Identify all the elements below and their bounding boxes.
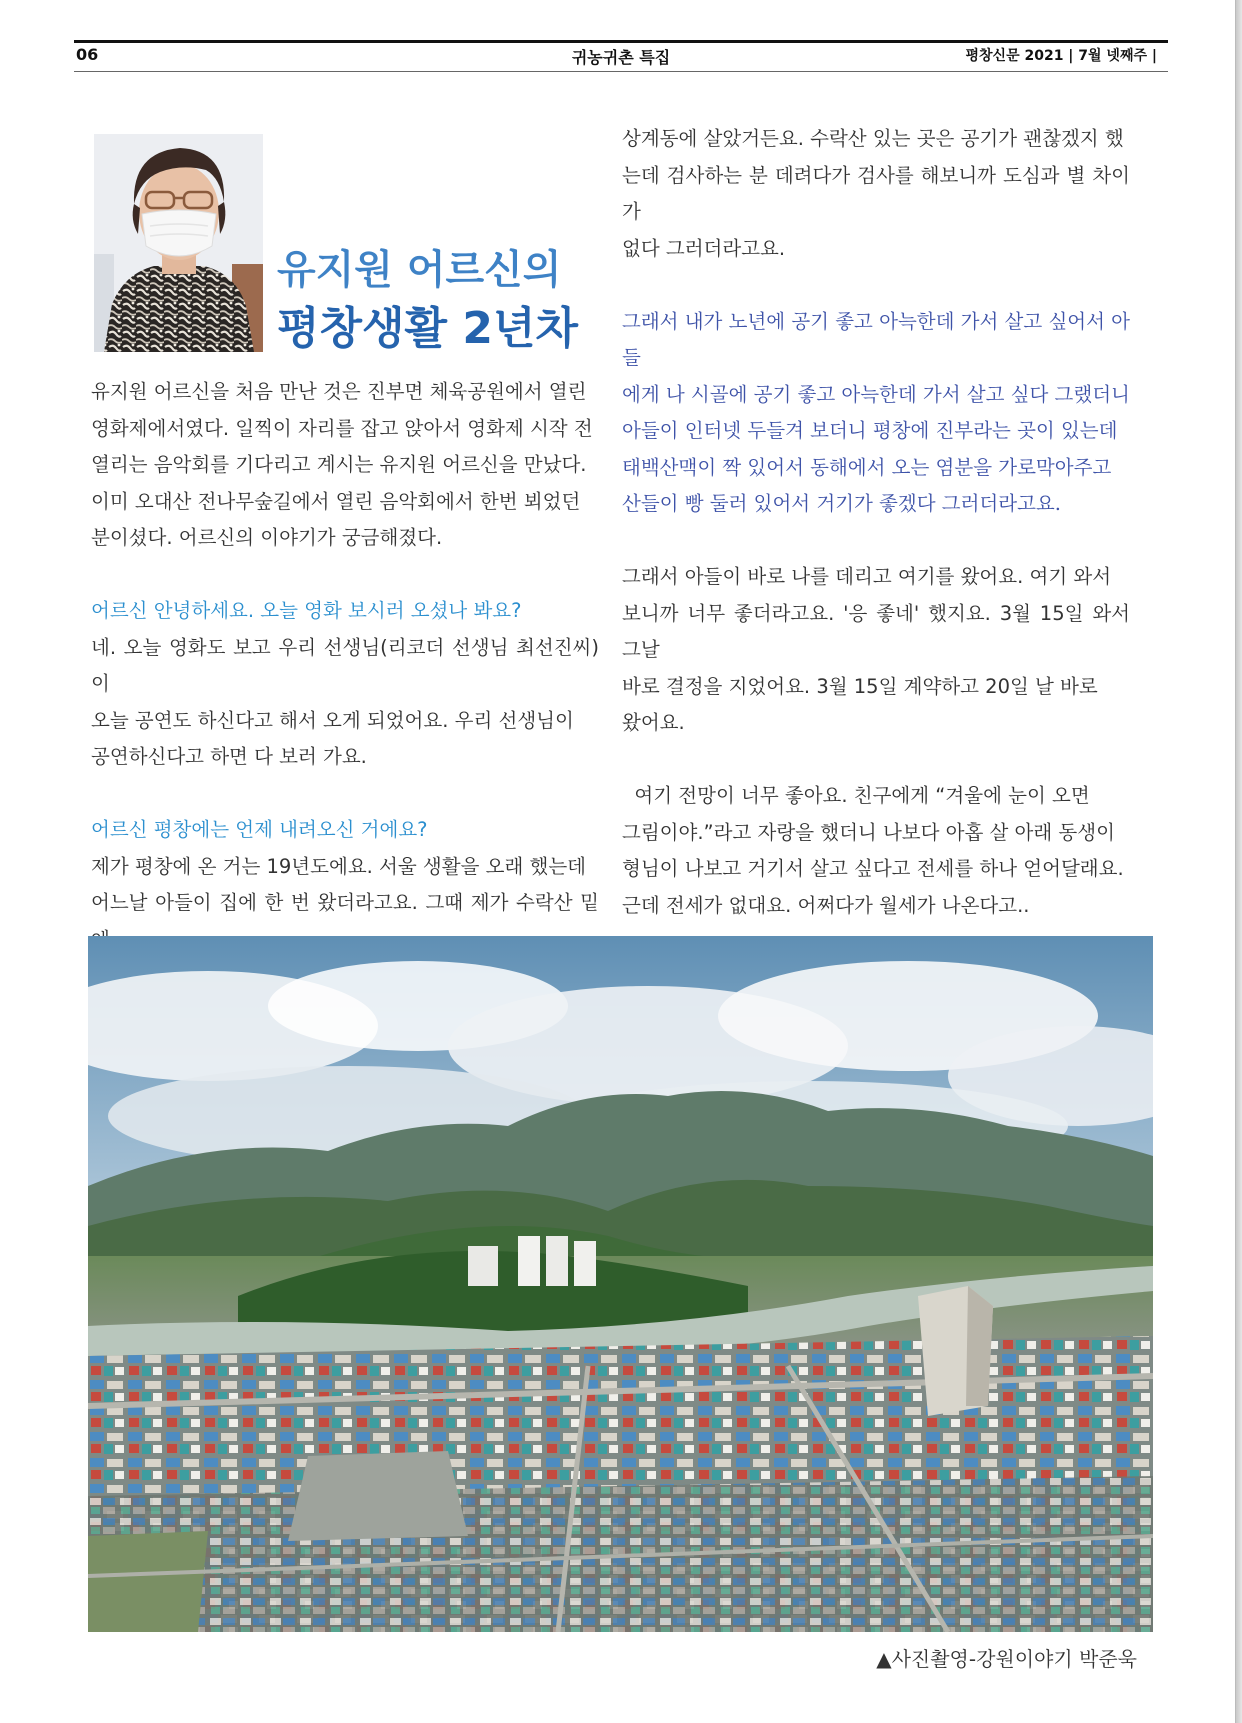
text-line: 이미 오대산 전나무숲길에서 열린 음악회에서 한번 뵈었던 bbox=[91, 489, 581, 513]
portrait-photo bbox=[94, 134, 263, 352]
text-line: 어느날 아들이 집에 한 번 왔더라고요. 그때 제가 수락산 밑 bbox=[91, 891, 599, 914]
text-line: 왔어요. bbox=[622, 711, 685, 734]
header-rule bbox=[74, 40, 1168, 43]
page-number: 06 bbox=[76, 45, 99, 64]
text-line: 바로 결정을 지었어요. 3월 15일 계약하고 20일 날 바로 bbox=[622, 674, 1098, 698]
text-line: 보니까 너무 좋더라고요. '응 좋네' 했지요. 3월 15일 와서 그날 bbox=[622, 601, 1130, 661]
text-line: 유지원 어르신을 처음 만난 것은 진부면 체육공원에서 열린 bbox=[91, 380, 587, 403]
section-title: 귀농귀촌 특집 bbox=[571, 48, 671, 67]
text-line: 분이셨다. 어르신의 이야기가 궁금해졌다. bbox=[91, 526, 443, 549]
highlight-line: 그래서 내가 노년에 공기 좋고 아늑한데 가서 살고 싶어서 아들 bbox=[622, 309, 1130, 369]
text-line: 여기 전망이 너무 좋아요. 친구에게 “겨울에 눈이 오면 bbox=[622, 784, 1090, 807]
issue-info: 평창신문 2021 | 7월 넷째주 | bbox=[965, 48, 1157, 64]
aerial-town-photo bbox=[88, 936, 1153, 1632]
text-line: 네. 오늘 영화도 보고 우리 선생님(리코더 선생님 최선진씨)이 bbox=[91, 635, 599, 695]
article-title-line1: 유지원 어르신의 bbox=[277, 247, 562, 293]
text-line: 없다 그러더라고요. bbox=[622, 236, 786, 260]
highlight-line: 아들이 인터넷 두들겨 보더니 평창에 진부라는 곳이 있는데 bbox=[622, 419, 1118, 442]
text-line: 영화제에서였다. 일찍이 자리를 잡고 앉아서 영화제 시작 전 bbox=[91, 416, 593, 440]
right-column bbox=[622, 121, 1130, 924]
text-line: 는데 검사하는 분 데려다가 검사를 해보니까 도심과 별 차이가 bbox=[622, 163, 1130, 223]
text-line: 공연하신다고 하면 다 보러 가요. bbox=[91, 745, 367, 768]
text-line: 그래서 아들이 바로 나를 데리고 여기를 왔어요. 여기 와서 bbox=[622, 565, 1112, 588]
header-divider bbox=[74, 71, 1168, 72]
highlight-line: 에게 나 시골에 공기 좋고 아늑한데 가서 살고 싶다 그랬더니 bbox=[622, 382, 1130, 406]
text-line: 그림이야.”라고 자랑을 했더니 나보다 아홉 살 아래 동생이 bbox=[622, 820, 1115, 844]
interview-question: 어르신 평창에는 언제 내려오신 거에요? bbox=[91, 818, 428, 841]
article-title-line2: 평창생활 2년차 bbox=[277, 303, 578, 354]
left-column bbox=[91, 374, 599, 958]
photo-caption: ▲사진촬영-강원이야기 박준욱 bbox=[876, 1647, 1137, 1671]
highlight-line: 산들이 빵 둘러 있어서 거기가 좋겠다 그러더라고요. bbox=[622, 492, 1061, 515]
interview-question: 어르신 안녕하세요. 오늘 영화 보시러 오셨나 봐요? bbox=[91, 599, 522, 622]
text-line: 형님이 나보고 거기서 살고 싶다고 전세를 하나 얻어달래요. bbox=[622, 857, 1124, 880]
text-line: 제가 평창에 온 거는 19년도에요. 서울 생활을 오래 했는데 bbox=[91, 854, 587, 878]
page-edge-shadow bbox=[1236, 0, 1242, 1723]
text-line: 근데 전세가 없대요. 어쩌다가 월세가 나온다고.. bbox=[622, 893, 1030, 917]
text-line: 오늘 공연도 하신다고 해서 오게 되었어요. 우리 선생님이 bbox=[91, 708, 574, 732]
text-line: 상계동에 살았거든요. 수락산 있는 곳은 공기가 괜찮겠지 했 bbox=[622, 127, 1124, 150]
highlight-line: 태백산맥이 짝 있어서 동해에서 오는 염분을 가로막아주고 bbox=[622, 455, 1112, 479]
text-line: 열리는 음악회를 기다리고 계시는 유지원 어르신을 만났다. bbox=[91, 453, 587, 476]
